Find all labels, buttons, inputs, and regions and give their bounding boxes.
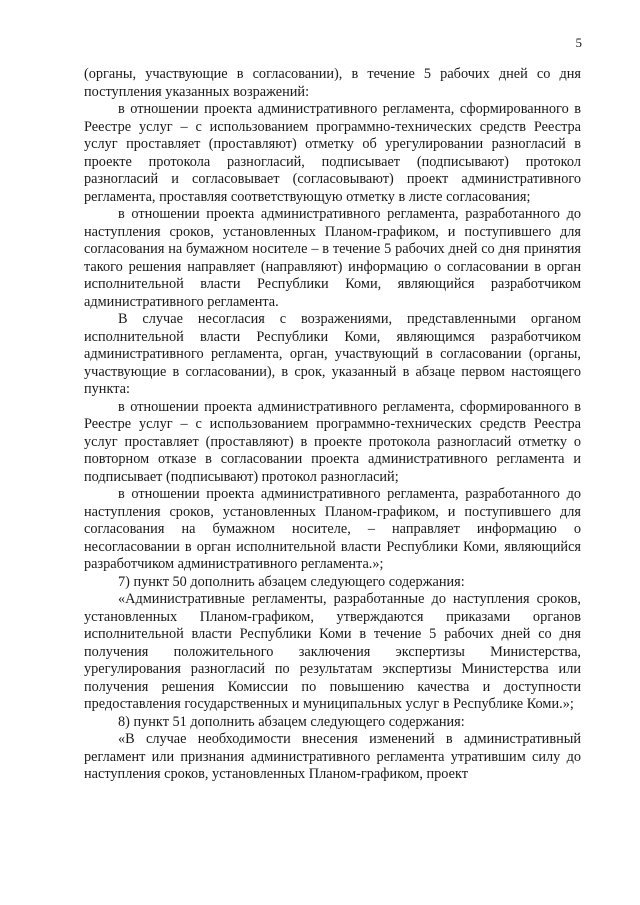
paragraph-6: в отношении проекта административного регламента, разработанного до наступления сроков, установленных Планом-графиком, и поступившего для согласования на бумажном носителе, – направляет информацию о несогласовании в орган исполнительной власти Республики Коми, являющийся разработчиком административного регламента.»;: [84, 486, 581, 572]
page-number: 5: [575, 35, 582, 50]
paragraph-10: «В случае необходимости внесения изменений в административный регламент или признания административного регламента утратившим силу до наступления сроков, установленных Планом-графиком, проект: [84, 731, 581, 782]
paragraph-2: в отношении проекта административного регламента, сформированного в Реестре услуг – с использованием программно-технических средств Реестра услуг проставляет (проставляют) отметку об урегулировании разногласий в проекте протокола разногласий, подписывает (подписывают) протокол разногласий и согласовывает (согласовывают) проект административного регламента, проставляя соответствующую отметку в листе согласования;: [84, 101, 581, 205]
paragraph-1: (органы, участвующие в согласовании), в течение 5 рабочих дней со дня поступления указанных возражений:: [84, 66, 581, 100]
document-body: [84, 66, 581, 784]
paragraph-8: «Административные регламенты, разработанные до наступления сроков, установленных Планом-графиком, утверждаются приказами органов исполнительной власти Республики Коми в течение 5 рабочих дней со дня получения положительного заключения экспертизы Министерства, урегулирования разногласий по результатам экспертизы Министерства или получения решения Комиссии по повышению качества и доступности предоставления государственных и муниципальных услуг в Республике Коми.»;: [84, 591, 581, 712]
paragraph-4: В случае несогласия с возражениями, представленными органом исполнительной власти Республики Коми, являющимся разработчиком административного регламента, орган, участвующий в согласовании (органы, участвующие в согласовании), в срок, указанный в абзаце первом настоящего пункта:: [84, 311, 581, 397]
paragraph-9: 8) пункт 51 дополнить абзацем следующего содержания:: [118, 713, 465, 730]
paragraph-3: в отношении проекта административного регламента, разработанного до наступления сроков, установленных Планом-графиком, и поступившего для согласования на бумажном носителе – в течение 5 рабочих дней со дня принятия такого решения направляет (направляют) информацию о согласовании в орган исполнительной власти Республики Коми, являющийся разработчиком административного регламента.: [84, 206, 581, 310]
paragraph-5: в отношении проекта административного регламента, сформированного в Реестре услуг – с использованием программно-технических средств Реестра услуг проставляет (проставляют) в проекте протокола разногласий отметку о повторном отказе в согласовании проекта административного регламента и подписывает (подписывают) протокол разногласий;: [84, 398, 581, 485]
paragraph-7: 7) пункт 50 дополнить абзацем следующего содержания:: [118, 573, 465, 590]
